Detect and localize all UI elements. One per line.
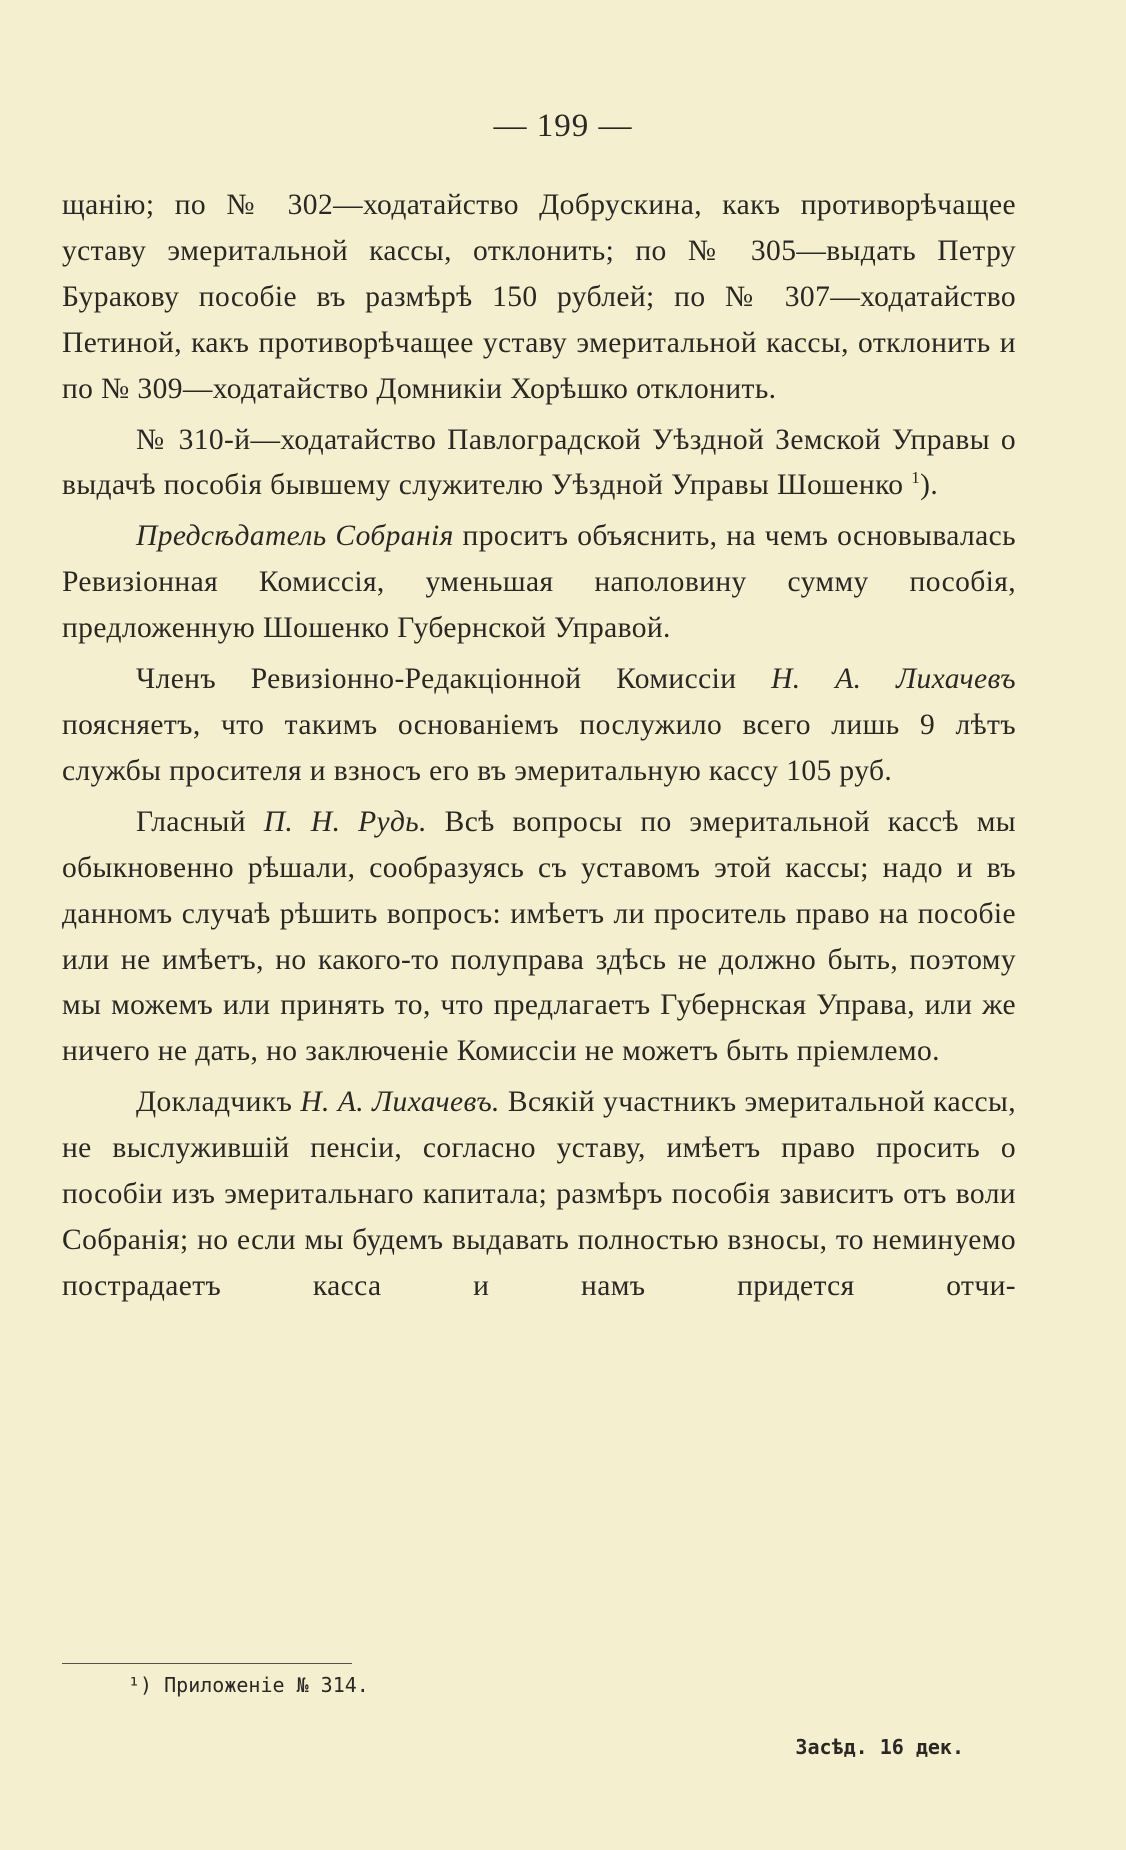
speaker-name: П. Н. Рудь. bbox=[263, 805, 427, 838]
speaker-name: Предсѣдатель Собранія bbox=[136, 520, 454, 553]
paragraph-text-after: ). bbox=[920, 469, 939, 502]
paragraph bbox=[62, 183, 1016, 413]
footnote-ref: 1 bbox=[911, 468, 921, 488]
footnote-divider bbox=[62, 1663, 352, 1664]
signature-mark: Засѣд. 16 дек. bbox=[795, 1735, 964, 1759]
paragraph-text: Всякій участникъ эмеритальной кассы, не выслужившій пенсіи, согласно уставу, имѣетъ право просить о пособіи изъ эмеритальнаго капитала; размѣръ пособія зависитъ отъ воли Собранія; но если мы будемъ выдавать полностью взносы, то неминуемо пострадаетъ касса и намъ придется отчи- bbox=[62, 1086, 1016, 1302]
paragraph bbox=[62, 418, 1016, 510]
text-body bbox=[62, 183, 1016, 1315]
paragraph-text: Всѣ вопросы по эмеритальной кассѣ мы обыкновенно рѣшали, сообразуясь съ уставомъ этой кассы; надо и въ данномъ случаѣ рѣшить вопросъ: имѣетъ ли проситель право на пособіе или не имѣетъ, но какого-то полуправа здѣсь не должно быть, поэтому мы можемъ или принять то, что предлагаетъ Губернская Управа, или же ничего не дать, но заключеніе Комиссіи не можетъ быть пріемлемо. bbox=[62, 805, 1016, 1068]
paragraph bbox=[62, 800, 1016, 1075]
paragraph-text: поясняетъ, что такимъ основаніемъ послужило всего лишь 9 лѣтъ службы просителя и взносъ его въ эмеритальную кассу 105 руб. bbox=[62, 708, 1016, 787]
paragraph bbox=[62, 1080, 1016, 1310]
paragraph-text: № 310-й—ходатайство Павлоградской Уѣздной Земской Управы о выдачѣ пособія бывшему служителю Уѣздной Управы Шошенко bbox=[62, 423, 1016, 502]
paragraph bbox=[62, 657, 1016, 795]
paragraph-text: щанію; по № 302—ходатайство Добрускина, какъ противорѣчащее уставу эмеритальной кассы, отклонить; по № 305—выдать Петру Буракову пособіе въ размѣрѣ 150 рублей; по № 307—ходатайство Петиной, какъ противорѣчащее уставу эмеритальной кассы, отклонить и по № 309—ходатайство Домникіи Хорѣшко отклонить. bbox=[62, 189, 1016, 405]
paragraph bbox=[62, 514, 1016, 652]
speaker-name: Н. А. Лихачевъ. bbox=[300, 1086, 500, 1119]
speaker-name: Н. А. Лихачевъ bbox=[771, 663, 1016, 696]
paragraph-lead: Докладчикъ bbox=[136, 1086, 301, 1119]
footnote: ¹) Приложеніе № 314. bbox=[128, 1673, 369, 1697]
paragraph-lead: Членъ Ревизіонно-Редакціонной Комиссіи bbox=[136, 663, 772, 696]
page-number: — 199 — bbox=[493, 108, 633, 144]
paragraph-lead: Гласный bbox=[136, 805, 264, 838]
paragraph-text: проситъ объяснить, на чемъ основывалась Ревизіонная Комиссія, уменьшая наполовину сумму пособія, предложенную Шошенко Губернской Управой. bbox=[62, 520, 1016, 645]
